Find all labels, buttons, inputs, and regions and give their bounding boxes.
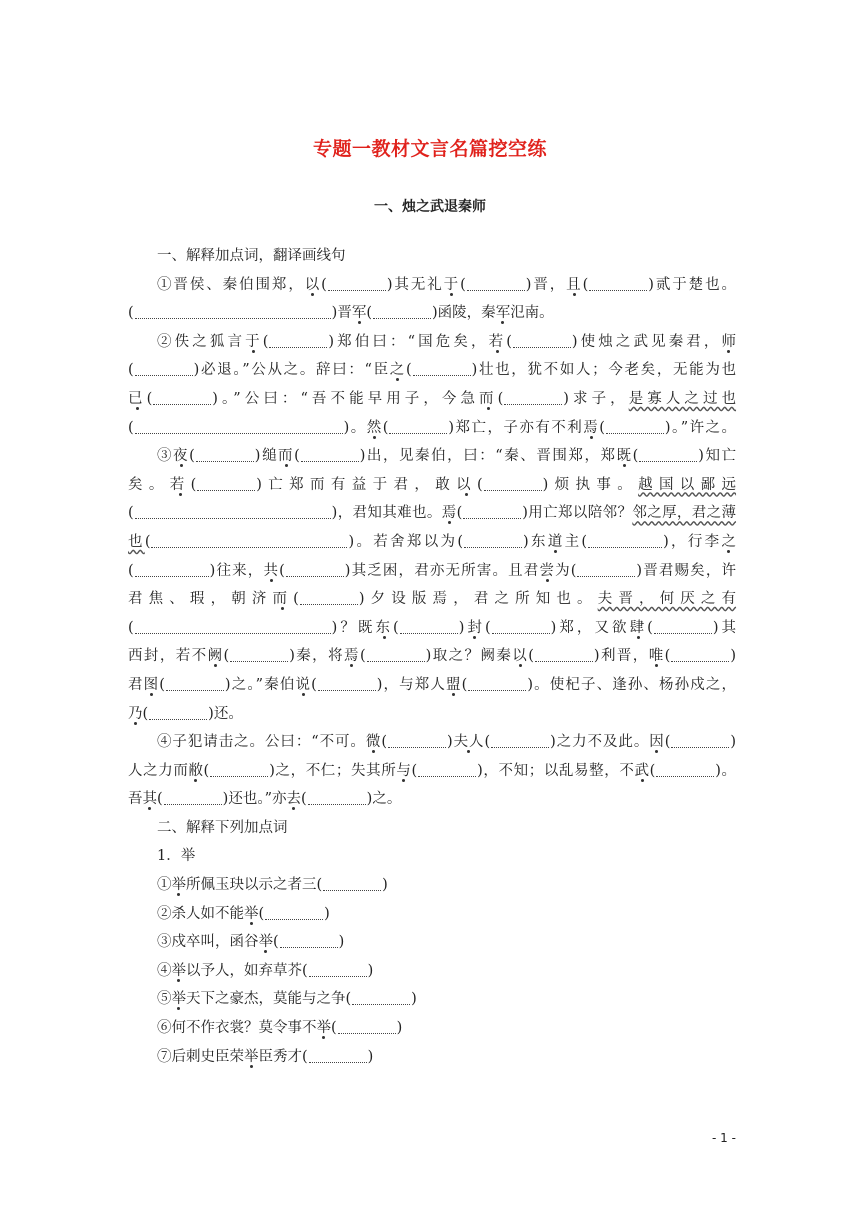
list-item: ①举所佩玉玦以示之者三( ) [157, 877, 388, 894]
document-body [128, 242, 736, 1071]
text-line: ( )往来，共( )其乏困，君亦无所害。且君尝为( )晋君赐矣，许 [128, 562, 736, 579]
text-line: ( )。然( )郑亡，子亦有不利焉( )。”许之。 [128, 419, 737, 436]
page-number: - 1 - [712, 1131, 736, 1145]
list-item: ⑦后刺史臣荣举臣秀才( ) [157, 1048, 374, 1065]
text-line: ( )？既东( )封( )郑，又欲肆( )其 [128, 619, 737, 636]
item-label: 1．举 [157, 848, 196, 865]
text-line: ( )晋军( )函陵，秦军氾南。 [128, 305, 554, 322]
text-line: 已( )。”公曰：“吾不能早用子，今急而( )求子，是寡人之过也 [128, 390, 737, 407]
section-subtitle: 一、烛之武退秦师 [374, 199, 486, 215]
text-line: 西封，若不阙( )秦，将焉( )取之？阙秦以( )利晋，唯( ) [128, 648, 736, 665]
list-item: ②杀人如不能举( ) [157, 905, 330, 922]
text-line: 君焦、瑕，朝济而( )夕设版焉，君之所知也。夫晋，何厌之有 [128, 591, 737, 608]
text-line: 人之力而敝( )之，不仁；失其所与( )，不知；以乱易整，不武( )。 [128, 762, 737, 779]
text-line: 君图( )之。”秦伯说( )，与郑人盟( )。使杞子、逢孙、杨孙戍之， [128, 676, 737, 693]
text-line: 乃( )还。 [128, 705, 243, 722]
text-line: ②佚之狐言于( )郑伯曰：“国危矣，若( )使烛之武见秦君，师 [157, 333, 737, 350]
text-line: ④子犯请击之。公曰：“不可。微( )夫人( )之力不及此。因( ) [157, 734, 737, 751]
text-line: ③夜( )缒而( )出，见秦伯，曰：“秦、晋围郑，郑既( )知亡 [157, 448, 736, 465]
list-item: ③戍卒叫，函谷举( ) [157, 934, 345, 951]
text-line: ( )必退。”公从之。辞曰：“臣之( )壮也，犹不如人；今老矣，无能为也 [128, 362, 737, 379]
page-title: 专题一教材文言名篇挖空练 [312, 138, 547, 160]
section-heading: 一、解释加点词，翻译画线句 [157, 248, 346, 264]
list-item: ⑤举天下之豪杰，莫能与之争( ) [157, 991, 417, 1008]
list-item: ④举以予人，如弃草芥( ) [157, 962, 374, 979]
text-line: ①晋侯、秦伯围郑，以( )其无礼于( )晋，且( )贰于楚也。 [157, 276, 736, 293]
text-line: 吾其( )还也。”亦去( )之。 [128, 791, 402, 808]
text-line: 矣。若( )亡郑而有益于君，敢以( )烦执事。越国以鄙远 [128, 476, 737, 493]
list-item: ⑥何不作衣裳？莫令事不举( ) [157, 1020, 403, 1037]
text-line: 也( )。若舍郑以为( )东道主( )，行李之 [128, 533, 736, 550]
text-line: ( )，君知其难也。焉( )用亡郑以陪邻？邻之厚，君之薄 [128, 505, 737, 522]
section-heading: 二、解释下列加点词 [157, 819, 288, 836]
